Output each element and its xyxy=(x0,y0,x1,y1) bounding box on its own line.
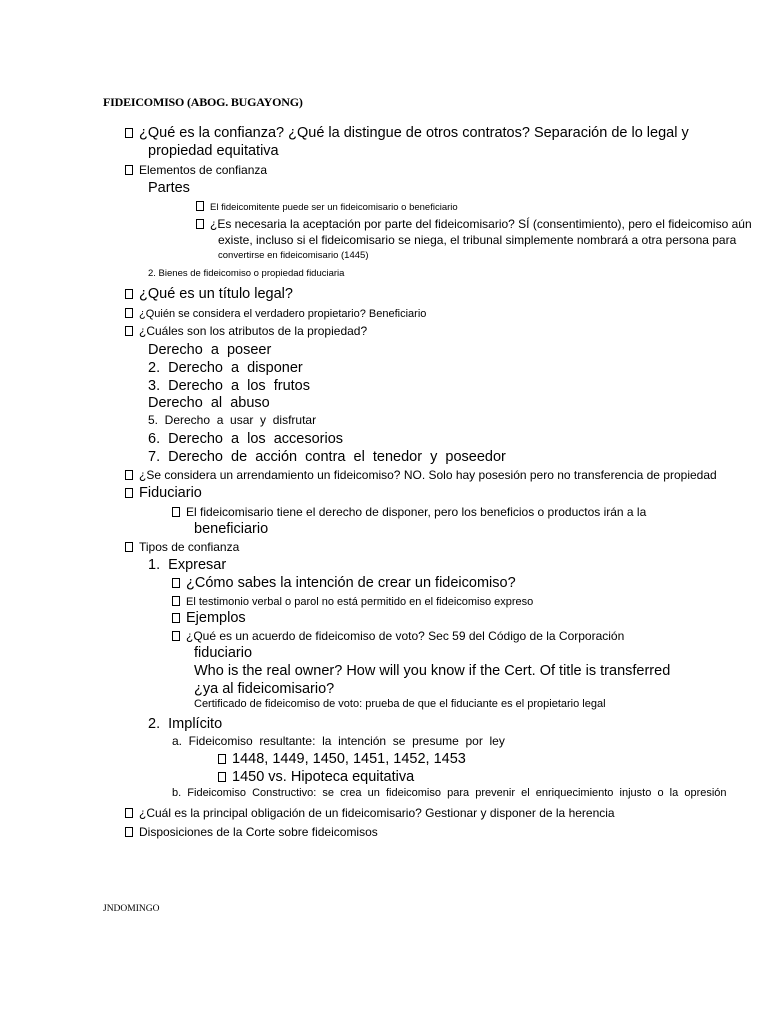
bullet-text: Tipos de confianza xyxy=(139,540,240,554)
bullet-item xyxy=(172,506,646,518)
checkbox-bullet-icon xyxy=(196,201,204,211)
bullet-item xyxy=(218,752,466,767)
checkbox-bullet-icon xyxy=(125,827,133,837)
checkbox-bullet-icon xyxy=(172,631,180,641)
bullet-text: 1450 vs. Hipoteca equitativa xyxy=(232,769,415,785)
bullet-item xyxy=(125,325,367,337)
checkbox-bullet-icon xyxy=(218,754,226,764)
bullet-text: ¿Quién se considera el verdadero propietario? Beneficiario xyxy=(139,308,427,320)
bullet-item xyxy=(125,469,717,481)
numbered-item: 6. Derecho a los accesorios xyxy=(148,431,344,447)
bullet-text: El fideicomitente puede ser un fideicomisario o beneficiario xyxy=(210,202,458,213)
bullet-item xyxy=(172,576,516,591)
body-text: ¿ya al fideicomisario? xyxy=(194,681,335,697)
body-text: Certificado de fideicomiso de voto: prueba de que el fiduciante es el propietario legal xyxy=(194,698,606,710)
numbered-item: 2. Bienes de fideicomiso o propiedad fiduciaria xyxy=(148,268,345,279)
body-text: fiduciario xyxy=(194,645,253,661)
bullet-item xyxy=(196,218,752,230)
bullet-text: ¿Es necesaria la aceptación por parte del fideicomisario? SÍ (consentimiento), pero el fideicomiso aún xyxy=(210,217,752,231)
numbered-item: 5. Derecho a usar y disfrutar xyxy=(148,413,317,427)
checkbox-bullet-icon xyxy=(125,308,133,318)
checkbox-bullet-icon xyxy=(172,507,180,517)
bullet-text: El fideicomisario tiene el derecho de disponer, pero los beneficios o productos irán a la xyxy=(186,505,647,519)
bullet-text-continuation: propiedad equitativa xyxy=(148,143,279,159)
numbered-item: 1. Expresar xyxy=(148,557,227,573)
bullet-text: Fiduciario xyxy=(139,485,202,501)
bullet-text: El testimonio verbal o parol no está permitido en el fideicomiso expreso xyxy=(186,596,534,608)
bullet-item xyxy=(125,807,615,819)
bullet-text: ¿Qué es un título legal? xyxy=(139,286,293,302)
checkbox-bullet-icon xyxy=(125,289,133,299)
bullet-text-continuation: existe, incluso si el fideicomisario se niega, el tribunal simplemente nombrará a otra persona para xyxy=(218,233,737,247)
bullet-text: Disposiciones de la Corte sobre fideicomisos xyxy=(139,825,378,839)
bullet-item xyxy=(218,770,414,785)
checkbox-bullet-icon xyxy=(125,470,133,480)
checkbox-bullet-icon xyxy=(125,165,133,175)
checkbox-bullet-icon xyxy=(125,542,133,552)
numbered-item: 7. Derecho de acción contra el tenedor y poseedor xyxy=(148,449,506,465)
bullet-text: ¿Qué es la confianza? ¿Qué la distingue de otros contratos? Separación de lo legal y xyxy=(139,125,689,141)
bullet-item xyxy=(125,486,202,501)
checkbox-bullet-icon xyxy=(172,596,180,606)
numbered-item: Derecho a poseer xyxy=(148,342,272,358)
numbered-item: 2. Implícito xyxy=(148,716,223,732)
bullet-item xyxy=(172,611,246,626)
checkbox-bullet-icon xyxy=(125,326,133,336)
bullet-item xyxy=(125,541,239,553)
numbered-item: Derecho al abuso xyxy=(148,395,270,411)
footer-author: JNDOMINGO xyxy=(103,904,160,914)
body-text: Who is the real owner? How will you know if the Cert. Of title is transferred xyxy=(194,663,671,679)
bullet-text-continuation: convertirse en fideicomisario (1445) xyxy=(218,250,369,261)
bullet-item xyxy=(125,126,689,141)
bullet-item xyxy=(172,596,533,608)
checkbox-bullet-icon xyxy=(125,488,133,498)
numbered-item: 2. Derecho a disponer xyxy=(148,360,303,376)
bullet-text: ¿Cuál es la principal obligación de un fideicomisario? Gestionar y disponer de la herencia xyxy=(139,806,615,820)
bullet-item xyxy=(196,201,458,213)
bullet-text: ¿Cuáles son los atributos de la propiedad? xyxy=(139,324,368,338)
bullet-text: ¿Qué es un acuerdo de fideicomiso de voto? Sec 59 del Código de la Corporación xyxy=(186,629,625,643)
numbered-item: 3. Derecho a los frutos xyxy=(148,378,310,394)
checkbox-bullet-icon xyxy=(125,808,133,818)
bullet-text-continuation: beneficiario xyxy=(194,521,269,537)
lettered-item: a. Fideicomiso resultante: la intención se presume por ley xyxy=(172,734,505,748)
checkbox-bullet-icon xyxy=(125,128,133,138)
checkbox-bullet-icon xyxy=(172,578,180,588)
document-title: FIDEICOMISO (ABOG. BUGAYONG) xyxy=(103,95,303,109)
sub-heading: Partes xyxy=(148,180,190,196)
checkbox-bullet-icon xyxy=(172,613,180,623)
bullet-text: Elementos de confianza xyxy=(139,163,268,177)
bullet-text: Ejemplos xyxy=(186,610,246,626)
bullet-item xyxy=(125,287,293,302)
bullet-item xyxy=(125,308,426,320)
bullet-text: 1448, 1449, 1450, 1451, 1452, 1453 xyxy=(232,751,466,767)
bullet-item xyxy=(125,164,267,176)
bullet-item xyxy=(125,826,378,838)
bullet-text: ¿Se considera un arrendamiento un fideicomiso? NO. Solo hay posesión pero no transferencia de propiedad xyxy=(139,468,717,482)
bullet-text: ¿Cómo sabes la intención de crear un fideicomiso? xyxy=(186,575,516,591)
bullet-item xyxy=(172,630,624,642)
checkbox-bullet-icon xyxy=(218,772,226,782)
checkbox-bullet-icon xyxy=(196,219,204,229)
lettered-item: b. Fideicomiso Constructivo: se crea un fideicomiso para prevenir el enriquecimiento injusto o la opresión xyxy=(172,787,727,799)
